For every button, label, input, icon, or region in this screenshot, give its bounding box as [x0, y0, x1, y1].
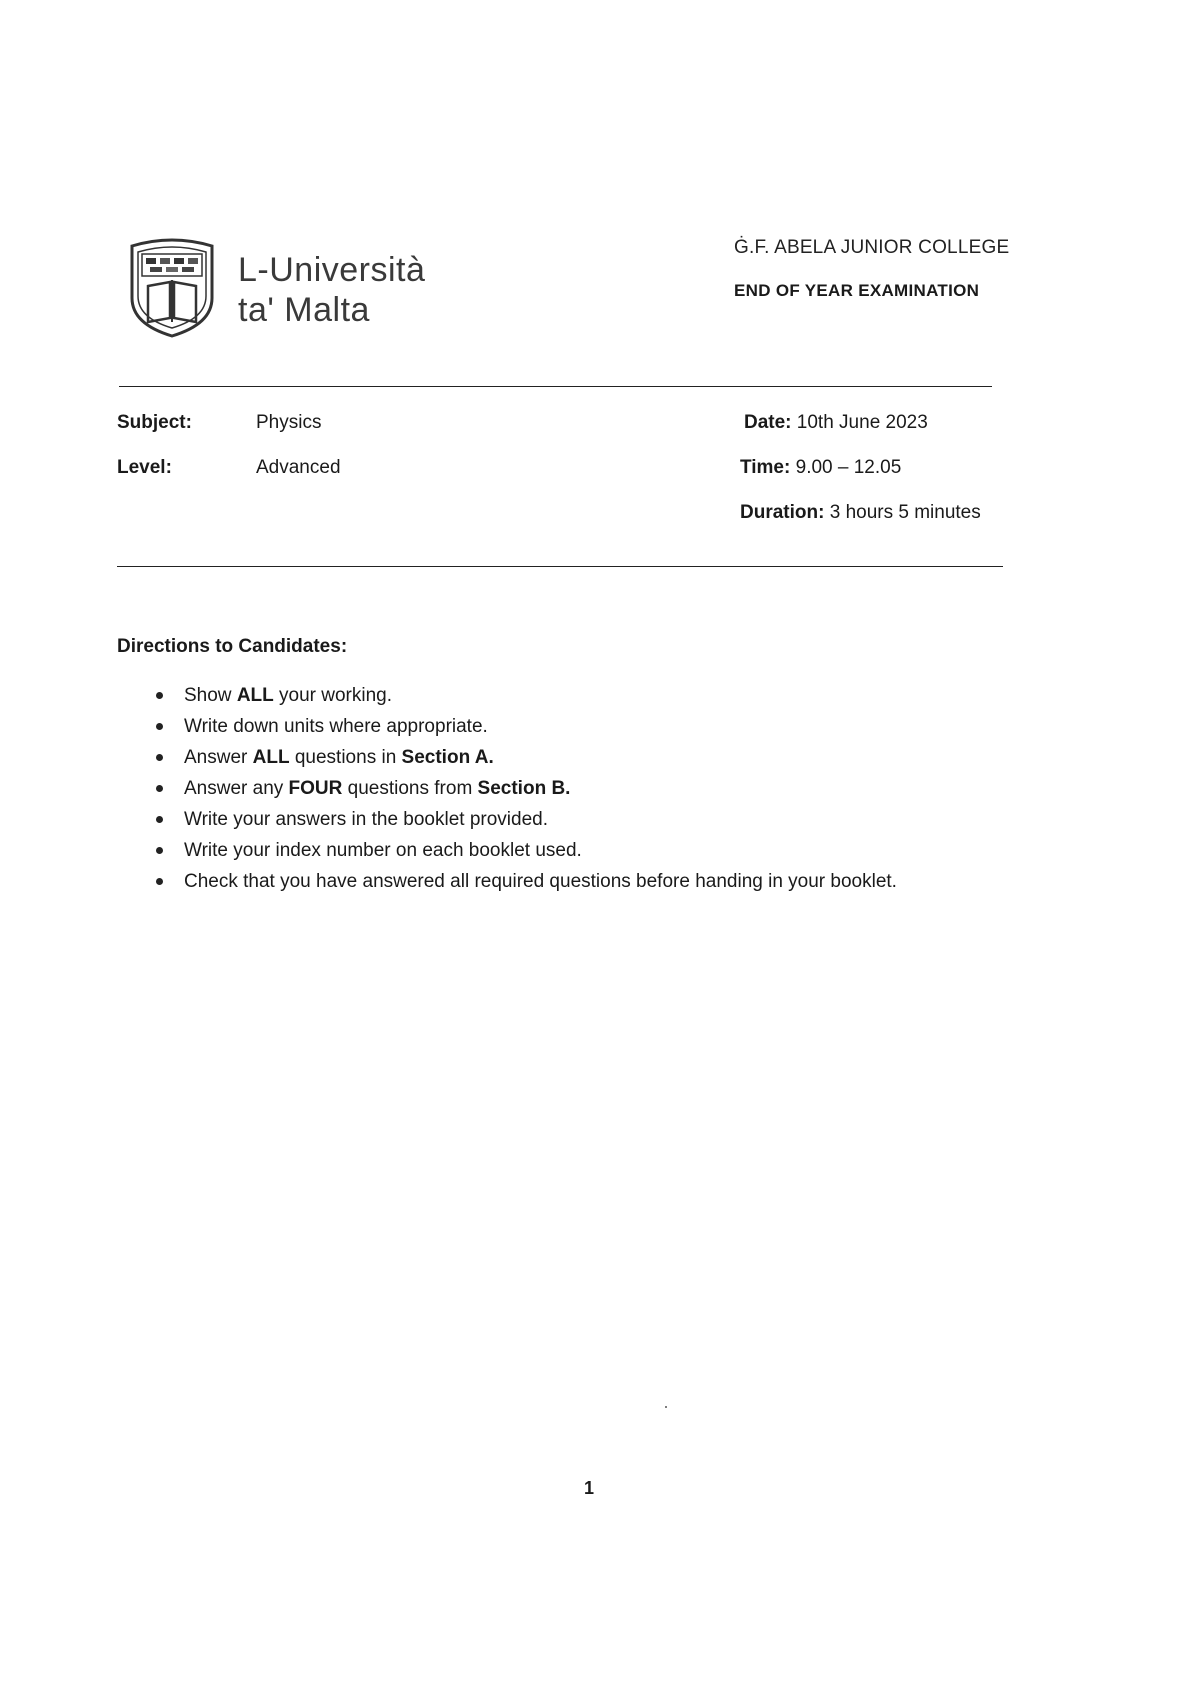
- time-value: 9.00 – 12.05: [795, 457, 902, 478]
- duration-row: [740, 501, 981, 525]
- logo-line-2: ta' Malta: [238, 291, 370, 329]
- institution-header: [734, 236, 1034, 302]
- duration-value: 3 hours 5 minutes: [829, 502, 981, 523]
- top-divider: [119, 386, 992, 387]
- level-label: Level:: [117, 457, 172, 478]
- time-label: Time:: [740, 457, 791, 478]
- list-item: Show ALL your working.: [156, 680, 897, 711]
- date-value: 10th June 2023: [796, 412, 928, 433]
- list-item: Answer any FOUR questions from Section B.: [156, 773, 897, 804]
- bottom-divider: [117, 566, 1003, 567]
- list-item: Answer ALL questions in Section A.: [156, 742, 897, 773]
- university-logo: [126, 238, 436, 344]
- scan-speck: [665, 1406, 667, 1408]
- subject-label: Subject:: [117, 412, 192, 433]
- date-label: Date:: [744, 412, 792, 433]
- logo-line-1: L-Università: [238, 251, 426, 289]
- page-number: 1: [584, 1478, 595, 1498]
- list-item: Write your index number on each booklet used.: [156, 835, 897, 866]
- directions-list: [156, 680, 897, 897]
- list-item: Write down units where appropriate.: [156, 711, 897, 742]
- university-crest-icon: [126, 238, 218, 338]
- exam-title: END OF YEAR EXAMINATION: [734, 281, 980, 300]
- list-item: Write your answers in the booklet provided.: [156, 804, 897, 835]
- institution-name: Ġ.F. ABELA JUNIOR COLLEGE: [734, 237, 1010, 258]
- level-value: Advanced: [256, 457, 341, 478]
- duration-label: Duration:: [740, 502, 825, 523]
- date-row: [744, 411, 928, 435]
- list-item: Check that you have answered all required questions before handing in your booklet.: [156, 866, 897, 897]
- time-row: [740, 456, 901, 480]
- subject-value: Physics: [256, 412, 322, 433]
- directions-heading: Directions to Candidates:: [117, 636, 348, 657]
